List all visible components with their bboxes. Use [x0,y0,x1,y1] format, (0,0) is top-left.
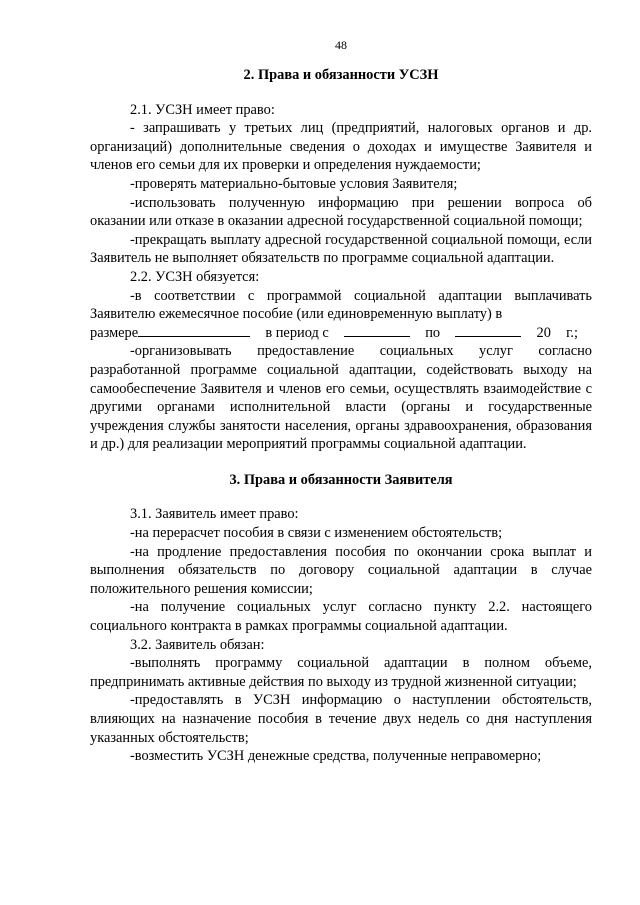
clause-3-1-item-3: -на получение социальных услуг согласно пункту 2.2. настоящего социального контракта в рамках программы социальной адаптации. [90,599,592,635]
clause-2-1: 2.1. УСЗН имеет право: [130,101,275,118]
payment-fill-line [90,324,592,343]
year-label: 20 [536,324,551,341]
clause-2-2: 2.2. УСЗН обязуется: [130,268,260,285]
amount-blank [138,324,250,337]
clause-3-1: 3.1. Заявитель имеет право: [130,506,299,523]
period-label: в период с [265,324,329,341]
clause-3-1-item-2: -на продление предоставления пособия по окончании срока выплат и выполнения обязательств по договору социальной адаптации в случае положительного решения комиссии; [90,543,592,597]
section-3-title: 3. Права и обязанности Заявителя [229,471,453,488]
clause-3-1-item-1: -на перерасчет пособия в связи с изменением обстоятельств; [130,525,503,542]
clause-3-2: 3.2. Заявитель обязан: [130,636,265,653]
clause-3-2-item-3: -возместить УСЗН денежные средства, полученные неправомерно; [130,748,542,765]
clause-2-1-item-1: - запрашивать у третьих лиц (предприятий, налоговых органов и др. организаций) дополнительные сведения о доходах и имуществе Заявителя и членов его семьи для их проверки и определения нуждаемости; [90,120,592,174]
year-suffix: г.; [566,324,578,341]
section-2 [90,66,592,454]
clause-2-1-item-2: -проверять материально-бытовые условия Заявителя; [130,175,458,192]
clause-3-2-item-1: -выполнять программу социальной адаптации в полном объеме, предпринимать активные действия по выходу из трудной жизненной ситуации; [90,655,592,690]
clause-2-2-item-1: -в соответствии с программой социальной адаптации выплачивать Заявителю ежемесячное пособие (или единовременную выплату) в [90,287,592,323]
clause-2-1-item-3: -использовать полученную информацию при решении вопроса об оказании или отказе в оказании адресной государственной социальной помощи; [90,194,592,230]
size-label: размере [90,324,139,341]
end-date-blank [455,324,521,337]
clause-3-2-item-2: -предоставлять в УСЗН информацию о наступлении обстоятельств, влияющих на назначение пособия в течение двух недель со дня наступления указанных обстоятельств; [90,692,592,746]
to-label: по [425,324,441,341]
section-3 [90,471,592,766]
page-number: 48 [335,38,347,52]
clause-2-2-item-2: -организовывать предоставление социальных услуг согласно разработанной программе социальной адаптации, содействовать выходу на самообеспечение Заявителя и членов его семьи, осуществлять взаимодействие с другими органами исполнительной власти (органы и государственные учреждения службы занятости населения, органы здравоохранения, образования и др.) для реализации мероприятий программы социальной адаптации. [90,343,592,453]
clause-2-1-item-4: -прекращать выплату адресной государственной социальной помощи, если Заявитель не выполняет обязательств по программе социальной адаптации. [90,231,592,267]
start-date-blank [344,324,410,337]
section-2-title: 2. Права и обязанности УСЗН [243,67,439,83]
